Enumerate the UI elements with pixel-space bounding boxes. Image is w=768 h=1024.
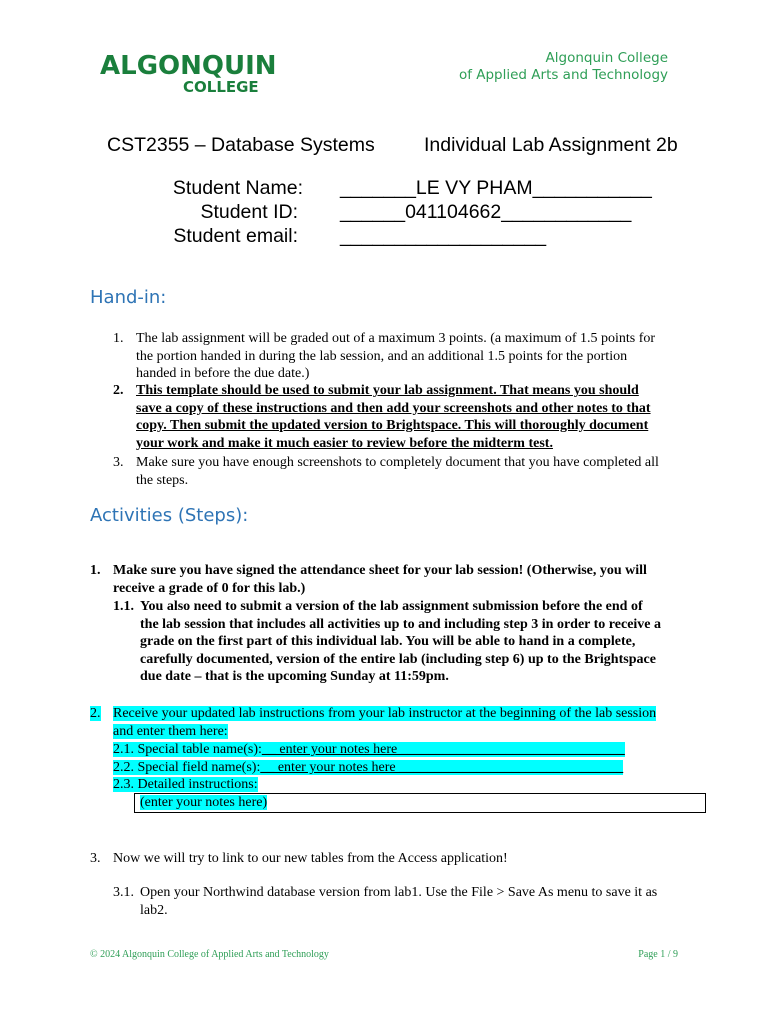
- handin-item-2: [136, 382, 716, 452]
- step-2-2-num: 2.2.: [113, 760, 134, 775]
- logo-subtext: COLLEGE: [183, 78, 259, 96]
- step-3-1-line: lab2.: [140, 902, 168, 918]
- step-3-1-num: 3.1.: [113, 885, 134, 900]
- step-1-1-line: the lab session that includes all activities up to and including step 3 in order to receive a: [140, 616, 662, 632]
- handin-item-2-line: your work and make it much easier to review before the midterm test.: [136, 435, 553, 451]
- step-2-2-label: Special field name(s):: [137, 760, 261, 775]
- handin-item-3-line: Make sure you have enough screenshots to completely document that you have completed all: [136, 455, 659, 470]
- student-name-label: Student Name:: [172, 177, 303, 199]
- handin-item-2-num: 2.: [113, 383, 124, 398]
- handin-item-1-line: The lab assignment will be graded out of a maximum 3 points. (a maximum of 1.5 points for: [136, 331, 656, 346]
- activities-heading: Activities (Steps):: [90, 505, 249, 526]
- step-2-line: and enter them here:: [113, 723, 228, 739]
- special-field-names-field[interactable]: __ enter your notes here ________________________________: [260, 760, 624, 775]
- step-3-1: [140, 884, 715, 919]
- step-1-1-line: You also need to submit a version of the lab assignment submission before the end of: [140, 599, 643, 614]
- step-1-1-line: carefully documented, version of the entire lab (including step 6) up to the Brightspace: [140, 651, 656, 667]
- student-id-value: ______041104662____________: [340, 201, 632, 223]
- handin-item-1-line: handed in before the due date.): [136, 366, 310, 381]
- handin-item-3-line: the steps.: [136, 472, 189, 488]
- assignment-title: Individual Lab Assignment 2b: [424, 134, 678, 156]
- college-name: [459, 50, 668, 84]
- handin-item-1: [136, 330, 716, 383]
- step-2: [113, 705, 713, 740]
- detailed-instructions-text: (enter your notes here): [140, 795, 268, 810]
- step-2-1: [113, 741, 625, 759]
- step-2-1-label: Special table name(s):: [137, 742, 262, 757]
- footer-copyright: © 2024 Algonquin College of Applied Arts and Technology: [90, 949, 329, 960]
- handin-item-3: [136, 454, 716, 489]
- handin-item-2-line: This template should be used to submit your lab assignment. That means you should: [136, 383, 639, 398]
- step-1-1-line: due date – that is the upcoming Sunday at 11:59pm.: [140, 669, 449, 684]
- step-2-3-num: 2.3.: [113, 777, 134, 792]
- student-name-value: _______LE VY PHAM___________: [340, 177, 652, 199]
- step-2-1-num: 2.1.: [113, 742, 134, 757]
- college-name-line1: Algonquin College: [545, 50, 668, 66]
- detailed-instructions-box[interactable]: [134, 793, 706, 813]
- handin-heading: Hand-in:: [90, 287, 167, 308]
- step-3-text: Now we will try to link to our new tables from the Access application!: [113, 851, 508, 866]
- college-name-line2: of Applied Arts and Technology: [458, 67, 668, 83]
- step-1-1-num: 1.1.: [113, 599, 134, 614]
- handin-item-3-num: 3.: [113, 455, 124, 470]
- special-table-names-field[interactable]: __ enter your notes here ________________________________: [261, 742, 625, 757]
- handin-item-2-line: save a copy of these instructions and then add your screenshots and other notes to that: [136, 400, 651, 416]
- step-3-1-line: Open your Northwind database version from lab1. Use the File > Save As menu to save it as: [140, 885, 658, 900]
- footer-page-number: Page 1 / 9: [638, 949, 678, 960]
- student-id-label: Student ID:: [200, 201, 298, 223]
- handin-item-2-line: copy. Then submit the updated version to Brightspace. This will thoroughly document: [136, 418, 649, 433]
- logo-text: ALGONQUIN: [100, 51, 277, 81]
- course-title: CST2355 – Database Systems: [107, 134, 375, 156]
- step-2-line: Receive your updated lab instructions from your lab instructor at the beginning of the lab session: [113, 706, 657, 721]
- college-logo: [100, 51, 277, 96]
- step-1-1: [140, 598, 710, 686]
- step-1: [113, 562, 713, 597]
- step-1-line: Make sure you have signed the attendance sheet for your lab session! (Otherwise, you will: [113, 563, 647, 578]
- step-2-2: [113, 759, 623, 777]
- student-email-label: Student email:: [173, 225, 298, 247]
- step-3-num: 3.: [90, 851, 101, 866]
- step-1-1-line: grade on the first part of this individual lab. You will be able to hand in a complete,: [140, 634, 636, 649]
- step-1-line: receive a grade of 0 for this lab.): [113, 580, 306, 596]
- step-2-num: 2.: [90, 706, 101, 721]
- step-2-3-label: Detailed instructions:: [137, 777, 258, 792]
- student-email-value: ___________________: [340, 225, 547, 247]
- step-2-3: [113, 776, 258, 794]
- step-1-num: 1.: [90, 563, 101, 578]
- handin-item-1-line: the portion handed in during the lab session, and an additional 1.5 points for the portion: [136, 348, 628, 364]
- handin-item-1-num: 1.: [113, 331, 124, 346]
